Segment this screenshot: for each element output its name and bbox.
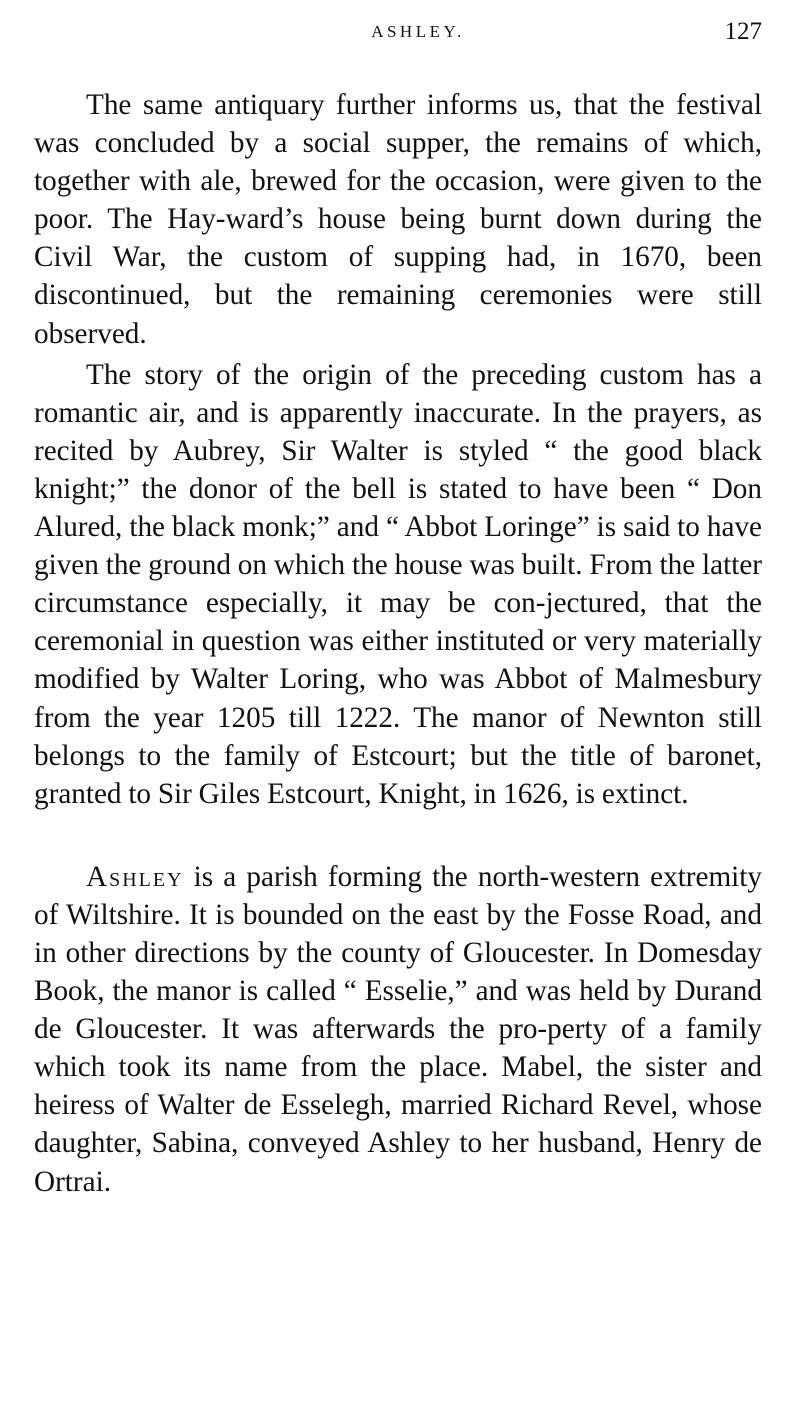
- running-head: [34, 16, 762, 56]
- paragraph-ashley-text: is a parish forming the north-western extremity of Wiltshire. It is bounded on the east by the Fosse Road, and in other directions by the county of Gloucester. In Domesday Book, the manor is called “ Esselie,” and was held by Durand de Gloucester. It was afterwards the pro-perty of a family which took its name from the place. Mabel, the sister and heiress of Walter de Esselegh, married Richard Revel, whose daughter, Sabina, conveyed Ashley to her husband, Henry de Ortrai.: [34, 860, 762, 1198]
- book-page: [34, 16, 762, 1201]
- running-title: ASHLEY.: [371, 22, 465, 41]
- parish-name-lead: Ashley: [86, 860, 184, 893]
- paragraph-ashley-parish: [34, 858, 762, 1201]
- paragraph-supper-custom: The same antiquary further informs us, that the festival was concluded by a social supper, the remains of which, together with ale, brewed for the occasion, were given to the poor. The Hay-ward’s house being burnt down during the Civil War, the custom of supping had, in 1670, been discontinued, but the remaining ceremonies were still observed.: [34, 89, 762, 350]
- page-number: 127: [724, 18, 762, 45]
- paragraph-origin-of-custom: The story of the origin of the preceding custom has a romantic air, and is apparently inaccurate. In the prayers, as recited by Aubrey, Sir Walter is styled “ the good black knight;” the donor of the bell is stated to have been “ Don Alured, the black monk;” and “ Abbot Loringe” is said to have given the ground on which the house was built. From the latter circumstance especially, it may be con-jectured, that the ceremonial in question was either instituted or very materially modified by Walter Loring, who was Abbot of Malmesbury from the year 1205 till 1222. The manor of Newnton still belongs to the family of Estcourt; but the title of baronet, granted to Sir Giles Estcourt, Knight, in 1626, is extinct.: [34, 358, 762, 810]
